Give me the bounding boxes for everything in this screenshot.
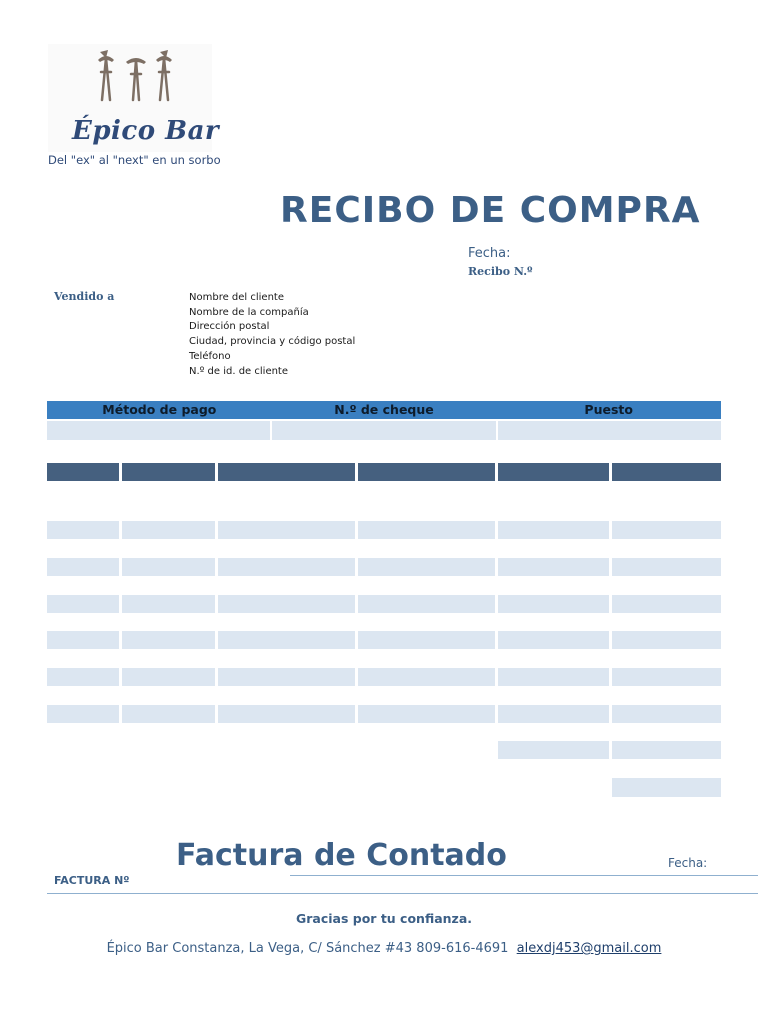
payment-method-header: Método de pago bbox=[102, 402, 217, 417]
customer-info-block bbox=[189, 291, 355, 379]
table-cell[interactable] bbox=[612, 595, 721, 613]
table-row bbox=[47, 668, 721, 686]
payment-table-header bbox=[47, 401, 721, 419]
logo-name: Épico Bar bbox=[72, 116, 220, 146]
thank-you-message: Gracias por tu confianza. bbox=[295, 911, 472, 926]
table-cell[interactable] bbox=[218, 558, 355, 576]
table-cell[interactable] bbox=[122, 705, 215, 723]
table-row bbox=[47, 705, 721, 723]
grid-header-cell bbox=[612, 463, 721, 481]
table-cell[interactable] bbox=[358, 595, 495, 613]
table-cell[interactable] bbox=[218, 705, 355, 723]
logo-tagline: Del "ex" al "next" en un sorbo bbox=[48, 153, 221, 167]
table-cell[interactable] bbox=[498, 668, 609, 686]
table-cell[interactable] bbox=[358, 705, 495, 723]
items-grid-header bbox=[47, 463, 721, 481]
footer-email-link[interactable]: alexdj453@gmail.com bbox=[516, 941, 662, 956]
table-cell[interactable] bbox=[47, 558, 119, 576]
table-cell[interactable] bbox=[612, 705, 721, 723]
table-cell[interactable] bbox=[218, 595, 355, 613]
table-row bbox=[47, 521, 721, 539]
position-header: Puesto bbox=[584, 402, 633, 417]
company-name-field[interactable]: Nombre de la compañía bbox=[189, 306, 309, 318]
table-cell[interactable] bbox=[498, 631, 609, 649]
table-cell[interactable] bbox=[612, 558, 721, 576]
table-row bbox=[47, 631, 721, 649]
table-cell[interactable] bbox=[612, 631, 721, 649]
table-cell[interactable] bbox=[47, 631, 119, 649]
table-cell[interactable] bbox=[122, 631, 215, 649]
table-cell[interactable] bbox=[612, 741, 721, 759]
table-cell[interactable] bbox=[612, 778, 721, 797]
check-number-header: N.º de cheque bbox=[334, 402, 434, 417]
table-cell[interactable] bbox=[498, 558, 609, 576]
table-cell[interactable] bbox=[218, 631, 355, 649]
grid-header-cell bbox=[47, 463, 119, 481]
payment-table-row bbox=[47, 421, 721, 440]
invoice-title: Factura de Contado bbox=[176, 838, 507, 873]
table-row bbox=[47, 558, 721, 576]
table-cell[interactable] bbox=[47, 521, 119, 539]
table-cell[interactable] bbox=[358, 668, 495, 686]
grid-header-cell bbox=[218, 463, 355, 481]
table-cell[interactable] bbox=[612, 668, 721, 686]
footer bbox=[0, 941, 768, 956]
table-cell[interactable] bbox=[122, 558, 215, 576]
payment-method-cell[interactable] bbox=[47, 421, 270, 440]
table-row bbox=[47, 595, 721, 613]
table-row bbox=[47, 778, 721, 797]
table-row bbox=[47, 741, 721, 759]
table-cell[interactable] bbox=[498, 741, 609, 759]
divider bbox=[290, 875, 758, 876]
phone-field[interactable]: Teléfono bbox=[189, 350, 231, 362]
table-cell[interactable] bbox=[218, 521, 355, 539]
table-cell[interactable] bbox=[358, 631, 495, 649]
date-label: Fecha: bbox=[468, 246, 511, 261]
table-cell[interactable] bbox=[122, 668, 215, 686]
table-cell[interactable] bbox=[122, 521, 215, 539]
position-cell[interactable] bbox=[498, 421, 721, 440]
check-number-cell[interactable] bbox=[272, 421, 495, 440]
table-cell[interactable] bbox=[122, 595, 215, 613]
customer-name-field[interactable]: Nombre del cliente bbox=[189, 292, 284, 303]
table-cell[interactable] bbox=[47, 668, 119, 686]
table-cell[interactable] bbox=[358, 558, 495, 576]
postal-address-field[interactable]: Dirección postal bbox=[189, 321, 270, 333]
table-cell[interactable] bbox=[498, 521, 609, 539]
city-province-zip-field[interactable]: Ciudad, provincia y código postal bbox=[189, 336, 356, 348]
grid-header-cell bbox=[498, 463, 609, 481]
grid-header-cell bbox=[122, 463, 215, 481]
invoice-date-label: Fecha: bbox=[668, 856, 708, 870]
document-title: RECIBO DE COMPRA bbox=[280, 190, 701, 231]
sold-to-label: Vendido a bbox=[54, 290, 115, 303]
grid-header-cell bbox=[358, 463, 495, 481]
table-cell[interactable] bbox=[612, 521, 721, 539]
divider bbox=[47, 893, 758, 894]
table-cell[interactable] bbox=[358, 521, 495, 539]
invoice-number-label: FACTURA Nº bbox=[54, 874, 130, 887]
table-cell[interactable] bbox=[498, 595, 609, 613]
table-cell[interactable] bbox=[47, 595, 119, 613]
bar-stools-icon bbox=[96, 50, 176, 104]
footer-address: Épico Bar Constanza, La Vega, C/ Sánchez #43 809-616-4691 bbox=[106, 941, 509, 956]
receipt-number-label: Recibo N.º bbox=[468, 265, 533, 278]
table-cell[interactable] bbox=[47, 705, 119, 723]
customer-id-field[interactable]: N.º de id. de cliente bbox=[189, 365, 289, 377]
table-cell[interactable] bbox=[218, 668, 355, 686]
table-cell[interactable] bbox=[498, 705, 609, 723]
